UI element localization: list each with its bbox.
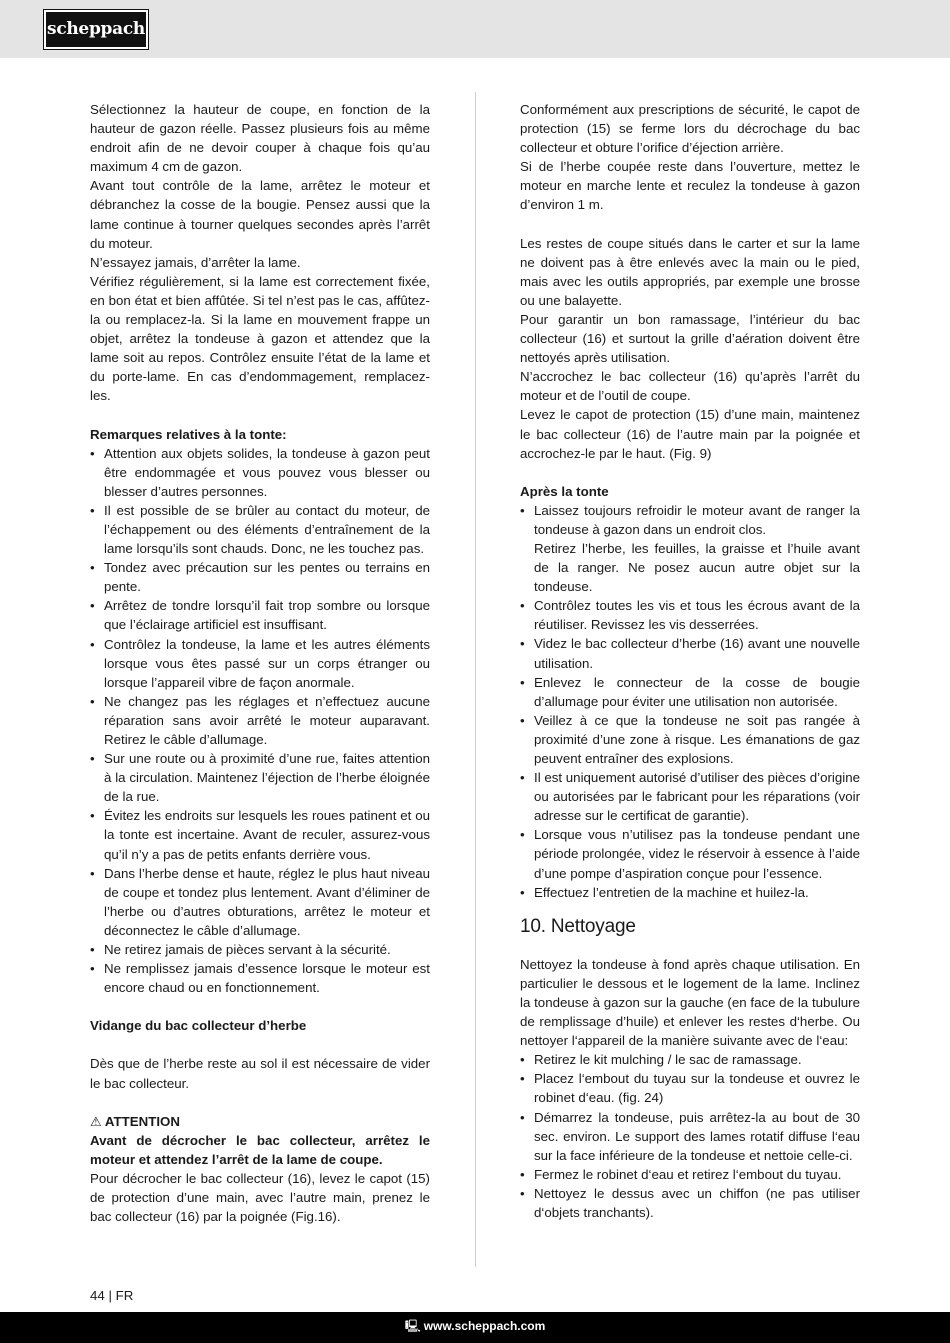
list-item: • Videz le bac collecteur d’herbe (16) avant une nouvelle utilisation. (520, 634, 860, 672)
list-item-continuation: Retirez l’herbe, les feuilles, la graisse et l’huile avant de la ranger. Ne posez aucun autre objet sur la tondeuse. (534, 540, 860, 595)
section-title: 10. Nettoyage (520, 915, 636, 937)
column-divider (475, 92, 476, 1267)
paragraph: Sélectionnez la hauteur de coupe, en fonction de la hauteur de gazon réelle. Passez plusieurs fois au même endroit afin de ne devoir couper à chaque fois qu’au maximum 4 cm de gazon. (90, 102, 430, 175)
paragraph: Pour garantir un bon ramassage, l’intérieur du bac collecteur (16) et surtout la grille d’aération doivent être nettoyés après utilisation. (520, 311, 860, 366)
section-heading: Après la tonte (520, 483, 609, 499)
list-item: • Attention aux objets solides, la tondeuse à gazon peut être endommagée et vous pouvez vous blesser ou blesser d’autres personnes. (90, 444, 430, 501)
list-item: • Il est possible de se brûler au contact du moteur, de l’échappement ou des éléments d’entraînement de la lame lorsqu’ils sont chauds. Donc, ne les touchez pas. (90, 501, 430, 558)
right-column (520, 100, 860, 1222)
left-column (90, 100, 430, 1226)
paragraph: Pour décrocher le bac collecteur (16), levez le capot (15) de protection d’une main, avec l’autre main, prenez le bac collecteur (16) par la poignée (Fig.16). (90, 1170, 430, 1225)
paragraph: Levez le capot de protection (15) d’une main, maintenez le bac collecteur (16) de l’autre main par la poignée et accrochez-le par le haut. (Fig. 9) (520, 407, 860, 461)
list-item: • Veillez à ce que la tondeuse ne soit pas rangée à proximité d’une zone à risque. Les émanations de gaz peuvent entraîner des explosions. (520, 711, 860, 768)
section-heading: Vidange du bac collecteur d’herbe (90, 1018, 307, 1034)
list-item: • Laissez toujours refroidir le moteur avant de ranger la tondeuse à gazon dans un endroit clos. (520, 501, 860, 539)
list-item: • Démarrez la tondeuse, puis arrêtez-la au bout de 30 sec. environ. Le support des lames rotatif diffuse l‘eau sur la face inférieure de la tondeuse et nettoie celle-ci. (520, 1108, 860, 1165)
paragraph: N’accrochez le bac collecteur (16) qu’après l’arrêt du moteur et de l’outil de coupe. (520, 369, 860, 404)
list-item: • Retirez le kit mulching / le sac de ramassage. (520, 1050, 860, 1069)
list-item: • Tondez avec précaution sur les pentes ou terrains en pente. (90, 558, 430, 596)
list-item: • Ne changez pas les réglages et n’effectuez aucune réparation sans avoir arrêté le moteur auparavant. Retirez le câble d’allumage. (90, 692, 430, 749)
monitor-icon: 🖳 (404, 1319, 421, 1333)
paragraph: N’essayez jamais, d’arrêter la lame. (90, 254, 301, 270)
paragraph: Avant tout contrôle de la lame, arrêtez le moteur et débranchez la cosse de la bougie. Pensez aussi que la lame continue à tourner quelques secondes après l’arrêt du moteur. (90, 178, 430, 251)
list-item: • Contrôlez toutes les vis et tous les écrous avant de la réutiliser. Revissez les vis desserrées. (520, 596, 860, 634)
list-item: • Évitez les endroits sur lesquels les roues patinent et ou la tonte est incertaine. Avant de reculer, assurez-vous qu’il n’y a pas de petits enfants derrière vous. (90, 806, 430, 863)
after-mowing-list (520, 501, 860, 902)
list-item: • Il est uniquement autorisé d’utiliser des pièces d’origine ou autorisées par le fabricant pour les réparations (voir adresse sur le certificat de garantie). (520, 768, 860, 825)
paragraph: Conformément aux prescriptions de sécurité, le capot de protection (15) se ferme lors du décrochage du bac collecteur et obture l’orifice d’éjection arrière. (520, 102, 860, 156)
paragraph: Les restes de coupe situés dans le carter et sur la lame ne doivent pas à être enlevés avec la main ou le pied, mais avec les outils appropriés, par exemple une brosse ou une balayette. (520, 235, 860, 308)
brand-logo: scheppach (44, 10, 148, 49)
list-item: • Enlevez le connecteur de la cosse de bougie d’allumage pour éviter une utilisation non autorisée. (520, 673, 860, 711)
list-item: • Arrêtez de tondre lorsqu’il fait trop sombre ou lorsque que l’éclairage artificiel est insuffisant. (90, 596, 430, 634)
section-heading: Remarques relatives à la tonte: (90, 426, 287, 442)
list-item: • Sur une route ou à proximité d’une rue, faites attention à la circulation. Maintenez l’éjection de l’herbe éloignée de la rue. (90, 749, 430, 806)
cleaning-list (520, 1050, 860, 1222)
list-item: • Ne retirez jamais de pièces servant à la sécurité. (90, 940, 430, 959)
list-item: • Effectuez l’entretien de la machine et huilez-la. (520, 883, 860, 902)
warning-icon: ⚠ (90, 1113, 102, 1129)
remarks-list (90, 444, 430, 998)
list-item: • Dans l’herbe dense et haute, réglez le plus haut niveau de coupe et tondez plus lentement. Avant d’éliminer de l’herbe ou d’autres obturations, arrêtez le moteur et déconnectez le câble d’allumage. (90, 864, 430, 940)
page-number: 44 | FR (90, 1288, 134, 1303)
website-link[interactable]: www.scheppach.com (423, 1319, 546, 1333)
paragraph: Nettoyez la tondeuse à fond après chaque utilisation. En particulier le dessous et le logement de la lame. Inclinez la tondeuse à gazon sur la gauche (en face de la tubulure de remplissage d’huile) et enlever les restes d‘herbe. Ou nettoyer l‘appareil de la manière suivante avec de l‘eau: (520, 956, 860, 1049)
footer-bar (0, 1312, 950, 1343)
attention-heading (90, 1112, 430, 1131)
list-item: • Nettoyez le dessus avec un chiffon (ne pas utiliser d‘objets tranchants). (520, 1184, 860, 1222)
header-bar (0, 0, 950, 58)
list-item: • Ne remplissez jamais d’essence lorsque le moteur est encore chaud ou en fonctionnement. (90, 959, 430, 997)
paragraph: Vérifiez régulièrement, si la lame est correctement fixée, en bon état et bien affûtée. Si tel n’est pas le cas, affûtez-la ou remplacez-la. Si la lame en mouvement frappe un objet, arrêtez la tondeuse à gazon et attendez que la lame soit au repos. Contrôlez ensuite l’état de la lame et du porte-lame. En cas d’endommagement, remplacez-les. (90, 273, 430, 404)
list-item: • Contrôlez la tondeuse, la lame et les autres éléments lorsque vous êtes passé sur un corps étranger ou lorsque l’appareil vibre de façon anormale. (90, 635, 430, 692)
paragraph: Dès que de l’herbe reste au sol il est nécessaire de vider le bac collecteur. (90, 1056, 430, 1091)
paragraph: Si de l’herbe coupée reste dans l’ouverture, mettez le moteur en marche lente et reculez la tondeuse à gazon d’environ 1 m. (520, 159, 860, 213)
list-item: • Fermez le robinet d‘eau et retirez l‘embout du tuyau. (520, 1165, 860, 1184)
list-item: • Lorsque vous n’utilisez pas la tondeuse pendant une période prolongée, videz le réservoir à essence à l’aide d’une pompe d’aspiration conçue pour l’essence. (520, 825, 860, 882)
list-item: • Placez l‘embout du tuyau sur la tondeuse et ouvrez le robinet d‘eau. (fig. 24) (520, 1069, 860, 1107)
attention-label: ATTENTION (104, 1113, 180, 1129)
attention-warning: Avant de décrocher le bac collecteur, arrêtez le moteur et attendez l’arrêt de la lame de coupe. (90, 1132, 430, 1167)
